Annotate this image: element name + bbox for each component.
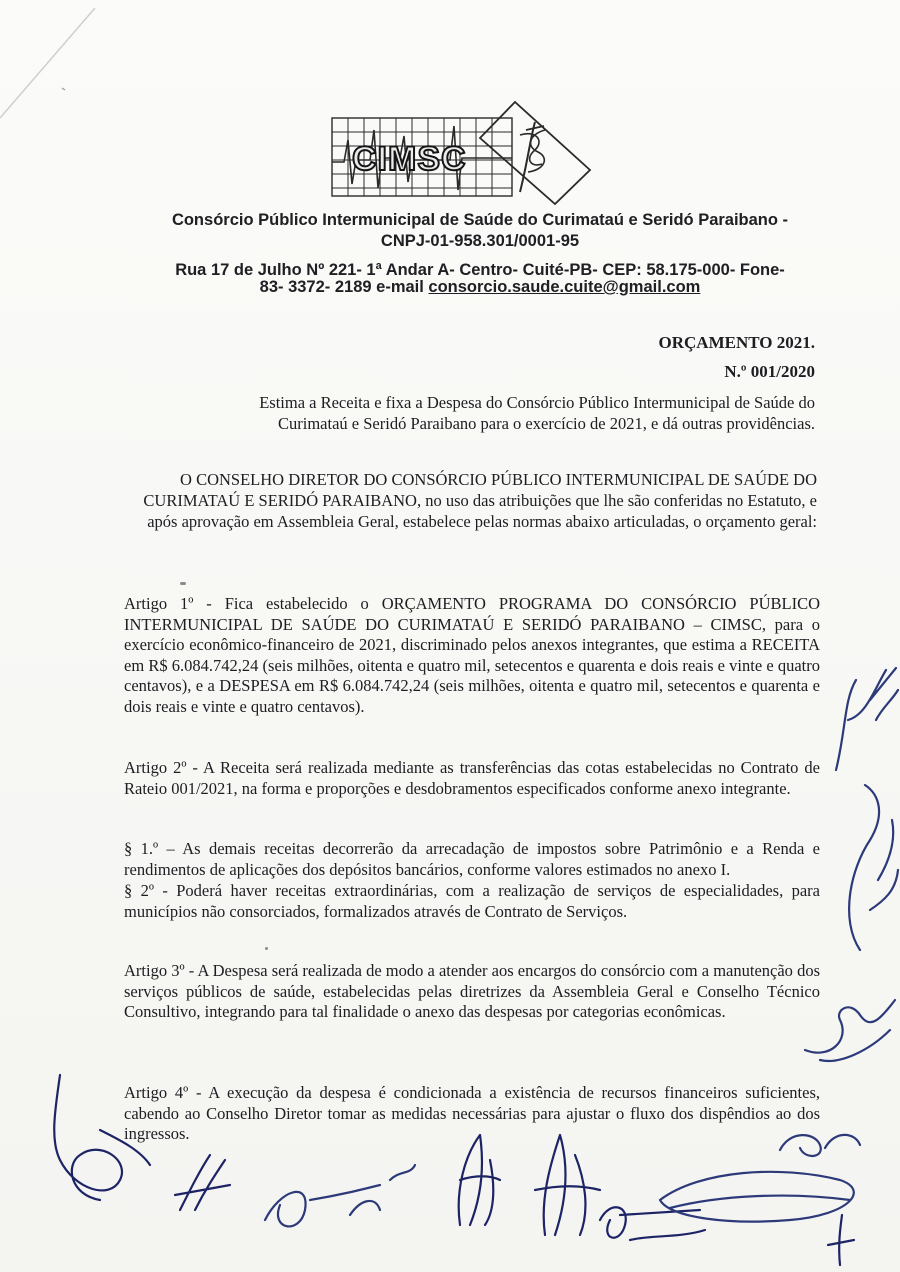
article-2: Artigo 2º - A Receita será realizada mediante as transferências das cotas estabelecidas no Contrato de Rateio 001/2021, na forma e proporções e desdobramentos especificados conforme anexo integrante.	[124, 758, 820, 798]
preamble: O CONSELHO DIRETOR DO CONSÓRCIO PÚBLICO INTERMUNICIPAL DE SAÚDE DO CURIMATAÚ E SERIDÓ PARAIBANO, no uso das atribuições que lhe são conferidas no Estatuto, e após aprovação em Assembleia Geral, estabelece pelas normas abaixo articuladas, o orçamento geral:	[143, 470, 817, 531]
signature-bottom-left-2	[170, 1150, 240, 1220]
scan-speck	[265, 947, 268, 950]
signature-bottom-left-3	[250, 1160, 420, 1240]
signature-right-margin-3	[800, 990, 900, 1070]
article-2-paragraph-2: § 2º - Poderá haver receitas extraordinárias, com a realização de serviços de especialidades, para municípios não consorciados, formalizados através de Contrato de Serviços.	[124, 881, 820, 921]
signature-bottom-center-1	[440, 1130, 510, 1230]
scan-speck	[180, 582, 186, 585]
signature-bottom-left-1	[30, 1070, 160, 1210]
article-4: Artigo 4º - A execução da despesa é condicionada a existência de recursos financeiros suficientes, cabendo ao Conselho Diretor tomar as medidas necessárias para ajustar o fluxo dos dispêndios ao dos ingressos.	[124, 1083, 820, 1143]
address-line-2	[120, 277, 840, 298]
signature-bottom-right-3	[820, 1210, 860, 1270]
email-link[interactable]: consorcio.saude.cuite@gmail.com	[428, 278, 701, 296]
article-1: Artigo 1º - Fica estabelecido o ORÇAMENTO PROGRAMA DO CONSÓRCIO PÚBLICO INTERMUNICIPAL DE SAÚDE DO CURIMATAÚ E SERIDÓ PARAIBANO – CIMSC, para o exercício econômico-financeiro de 2021, discriminado pelos anexos integrantes, que estima a RECEITA em R$ 6.084.742,24 (seis milhões, oitenta e quatro mil, setecentos e quarenta e dois reais e vinte e quatro centavos), e a DESPESA em R$ 6.084.742,24 (seis milhões, oitenta e quatro mil, setecentos e quarenta e dois reais e vinte e quatro centavos).	[124, 594, 820, 716]
paper-fold-mark	[0, 0, 120, 130]
logo-wordmark: CIMSC	[352, 140, 467, 178]
signature-right-margin-1	[826, 660, 900, 780]
article-3: Artigo 3º - A Despesa será realizada de modo a atender aos encargos do consórcio com a manutenção dos serviços públicos de saúde, estabelecidas pelas diretrizes da Assembleia Geral e Conselho Técnico Consultivo, integrando para tal finalidade o anexo das despesas por categorias econômicas.	[124, 961, 820, 1021]
cnpj: CNPJ-01-958.301/0001-95	[380, 232, 580, 250]
document-title: ORÇAMENTO 2021.	[658, 333, 815, 352]
address-line-1: Rua 17 de Julho Nº 221- 1ª Andar A- Centro- Cuité-PB- CEP: 58.175-000- Fone-	[175, 261, 785, 279]
ementa: Estima a Receita e fixa a Despesa do Consórcio Público Intermunicipal de Saúde do Curimataú e Seridó Paraibano para o exercício de 2021, e dá outras providências.	[259, 393, 815, 433]
phone-text: 83- 3372- 2189 e-mail	[259, 278, 429, 296]
signature-right-margin-2	[830, 780, 900, 960]
organization-name: Consórcio Público Intermunicipal de Saúde do Curimataú e Seridó Paraibano -	[171, 211, 789, 229]
document-number: N.º 001/2020	[724, 362, 815, 381]
article-2-paragraph-1: § 1.º – As demais receitas decorrerão da arrecadação de impostos sobre Patrimônio e a Renda e rendimentos de aplicações dos depósitos bancários, conforme valores estimados no anexo I.	[124, 839, 820, 879]
